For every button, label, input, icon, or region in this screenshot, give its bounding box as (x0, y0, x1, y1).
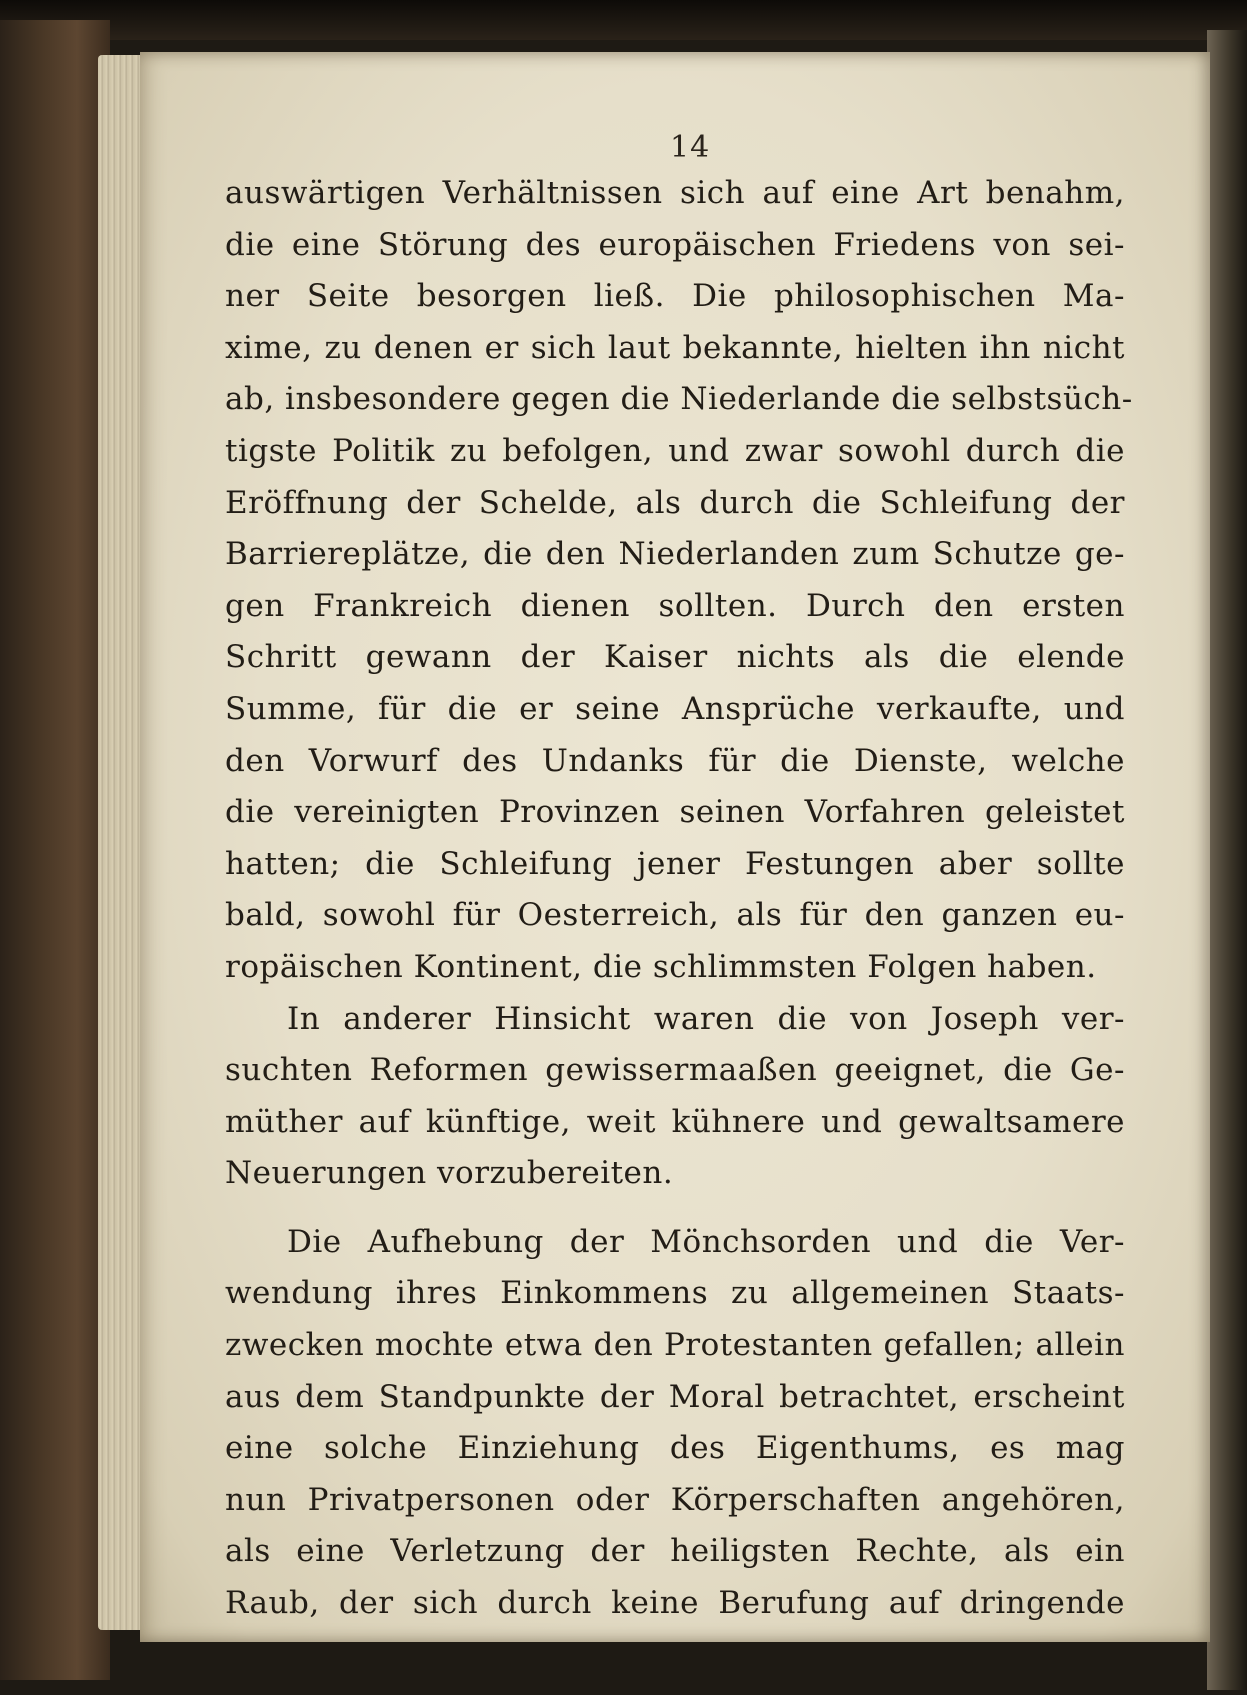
paragraph-spacer (225, 1200, 1125, 1217)
text-line: ab, insbesondere gegen die Niederlande die selbstsüch- (225, 381, 1133, 418)
page-stack-edges (98, 55, 144, 1630)
text-line: Schritt gewann der Kaiser nichts als die elende (225, 639, 1125, 676)
text-line: auswärtigen Verhältnissen sich auf eine Art benahm, (225, 175, 1125, 211)
text-line: hatten; die Schleifung jener Festungen aber sollte (225, 845, 1125, 882)
text-line: nun Privatpersonen oder Körperschaften angehören, (225, 1481, 1125, 1518)
book-cover-right-edge (1207, 30, 1247, 1690)
text-line: wendung ihres Einkommens zu allgemeinen Staats- (225, 1275, 1125, 1312)
text-line: die vereinigten Provinzen seinen Vorfahren geleistet (225, 794, 1125, 831)
text-line: Neuerungen vorzubereiten. (225, 1155, 674, 1192)
text-line: Raub, der sich durch keine Berufung auf dringende (225, 1585, 1125, 1622)
text-line: gen Frankreich dienen sollten. Durch den ersten (225, 587, 1125, 624)
text-line: ropäischen Kontinent, die schlimmsten Folgen haben. (225, 948, 1097, 985)
body-text (225, 168, 1133, 1630)
page-number: 14 (670, 130, 711, 165)
text-line: als eine Verletzung der heiligsten Rechte, als ein (225, 1533, 1125, 1570)
text-line: suchten Reformen gewissermaaßen geeignet, die Ge- (225, 1052, 1125, 1089)
text-line: bald, sowohl für Oesterreich, als für den ganzen eu- (225, 897, 1125, 934)
text-line: aus dem Standpunkte der Moral betrachtet, erscheint (225, 1378, 1125, 1415)
text-line: Summe, für die er seine Ansprüche verkaufte, und (225, 690, 1125, 727)
paragraph-3 (225, 1217, 1125, 1630)
paragraph-2 (225, 994, 1125, 1200)
text-line: tigste Politik zu befolgen, und zwar sowohl durch die (225, 432, 1125, 469)
text-line: Die Aufhebung der Mönchsorden und die Ver- (287, 1223, 1125, 1260)
text-line: xime, zu denen er sich laut bekannte, hielten ihn nicht (225, 329, 1125, 366)
text-line: ner Seite besorgen ließ. Die philosophischen Ma- (225, 278, 1125, 315)
text-line: müther auf künftige, weit kühnere und gewaltsamere (225, 1103, 1125, 1140)
text-line: In anderer Hinsicht waren die von Joseph ver- (287, 1000, 1125, 1037)
text-line: eine solche Einziehung des Eigenthums, es mag (225, 1430, 1125, 1467)
paragraph-1 (225, 168, 1133, 994)
text-line: Eröffnung der Schelde, als durch die Schleifung der (225, 484, 1125, 521)
text-line: die eine Störung des europäischen Friedens von sei- (225, 226, 1125, 263)
text-line: zwecken mochte etwa den Protestanten gefallen; allein (225, 1327, 1125, 1364)
book-spine-binding (0, 20, 110, 1680)
text-line: den Vorwurf des Undanks für die Dienste, welche (225, 742, 1125, 779)
text-line: Barriereplätze, die den Niederlanden zum Schutze ge- (225, 536, 1125, 573)
book-cover-top-edge (0, 0, 1247, 40)
